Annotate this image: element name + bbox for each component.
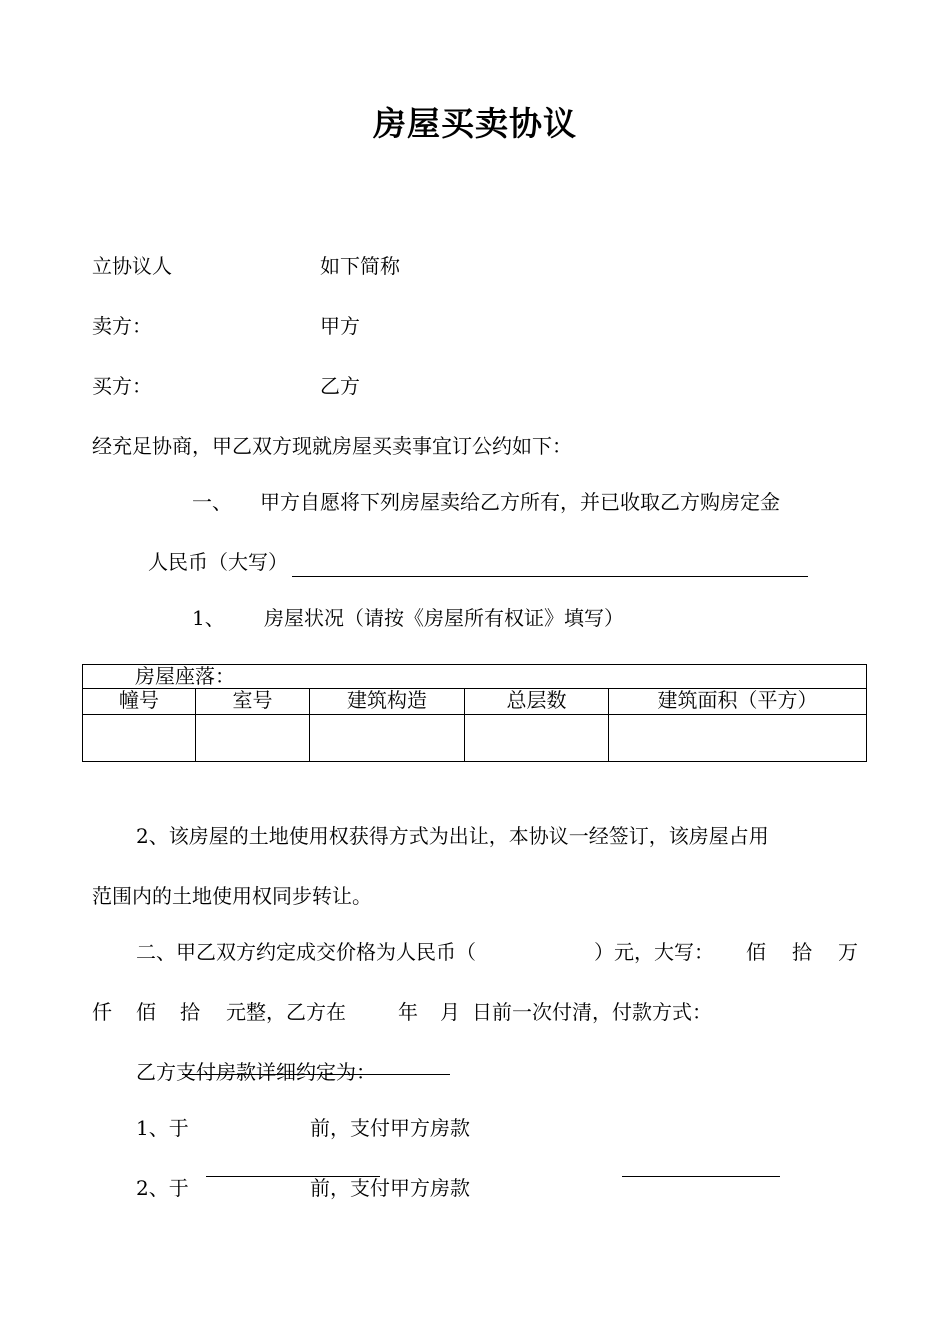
intro-paragraph: 经充足协商，甲乙双方现就房屋买卖事宜订公约如下： xyxy=(92,434,572,458)
cell-building-no[interactable] xyxy=(83,715,196,762)
column-header-floor-area: 建筑面积（平方） xyxy=(609,689,867,715)
amount-unit-bai-2: 佰 xyxy=(136,1000,156,1024)
item1-text: 房屋状况（请按《房屋所有权证》填写） xyxy=(264,606,624,630)
buyer-label: 买方： xyxy=(92,374,152,398)
column-header-structure: 建筑构造 xyxy=(310,689,465,715)
amount-unit-qian: 仟 xyxy=(92,1000,112,1024)
payment-2-prefix: 2、于 xyxy=(136,1176,189,1200)
column-header-total-floors: 总层数 xyxy=(465,689,609,715)
buyer-value: 乙方 xyxy=(320,374,360,398)
date-month-label: 月 xyxy=(440,1000,460,1024)
cell-floor-area[interactable] xyxy=(609,715,867,762)
amount-unit-shi-2: 拾 xyxy=(180,1000,200,1024)
seller-label: 卖方： xyxy=(92,314,152,338)
cell-structure[interactable] xyxy=(310,715,465,762)
amount-unit-shi: 拾 xyxy=(792,940,812,964)
table-header-row xyxy=(83,689,867,715)
amount-unit-bai: 佰 xyxy=(746,940,766,964)
document-title: 房屋买卖协议 xyxy=(373,104,577,143)
party-header-abbrev: 如下简称 xyxy=(320,254,400,278)
cell-total-floors[interactable] xyxy=(465,715,609,762)
location-label: 房屋座落： xyxy=(135,664,235,688)
deposit-amount-line xyxy=(292,576,808,577)
payment-detail-text: 乙方支付房款详细约定为： xyxy=(136,1060,376,1084)
amount-end-text: 元整，乙方在 xyxy=(226,1000,346,1024)
house-status-table xyxy=(82,664,867,762)
clause1-number: 一、 xyxy=(192,490,232,514)
amount-unit-wan: 万 xyxy=(838,940,858,964)
column-header-room-no: 室号 xyxy=(196,689,310,715)
deposit-label: 人民币（大写） xyxy=(148,550,288,574)
payment-method-text: 日前一次付清，付款方式： xyxy=(472,1000,712,1024)
item2-line1: 2、该房屋的土地使用权获得方式为出让，本协议一经签订，该房屋占用 xyxy=(136,824,769,848)
cell-room-no[interactable] xyxy=(196,715,310,762)
table-row xyxy=(83,715,867,762)
seller-value: 甲方 xyxy=(320,314,360,338)
clause1-text: 甲方自愿将下列房屋卖给乙方所有，并已收取乙方购房定金 xyxy=(260,490,780,514)
clause2-price-unit: ）元，大写： xyxy=(594,940,714,964)
payment-detail-line xyxy=(182,1074,450,1075)
location-label-cell xyxy=(83,665,867,689)
column-header-building-no: 幢号 xyxy=(83,689,196,715)
clause2-price-text: 二、甲乙双方约定成交价格为人民币（ xyxy=(136,940,476,964)
payment-2-suffix: 前，支付甲方房款 xyxy=(310,1176,470,1200)
date-year-label: 年 xyxy=(398,1000,418,1024)
party-header-label: 立协议人 xyxy=(92,254,172,278)
payment-1-suffix: 前，支付甲方房款 xyxy=(310,1116,470,1140)
payment-1-prefix: 1、于 xyxy=(136,1116,189,1140)
item2-line2: 范围内的土地使用权同步转让。 xyxy=(92,884,372,908)
table-location-row xyxy=(83,665,867,689)
item1-number: 1、 xyxy=(192,606,225,630)
payment-1-amount-line xyxy=(622,1176,780,1177)
